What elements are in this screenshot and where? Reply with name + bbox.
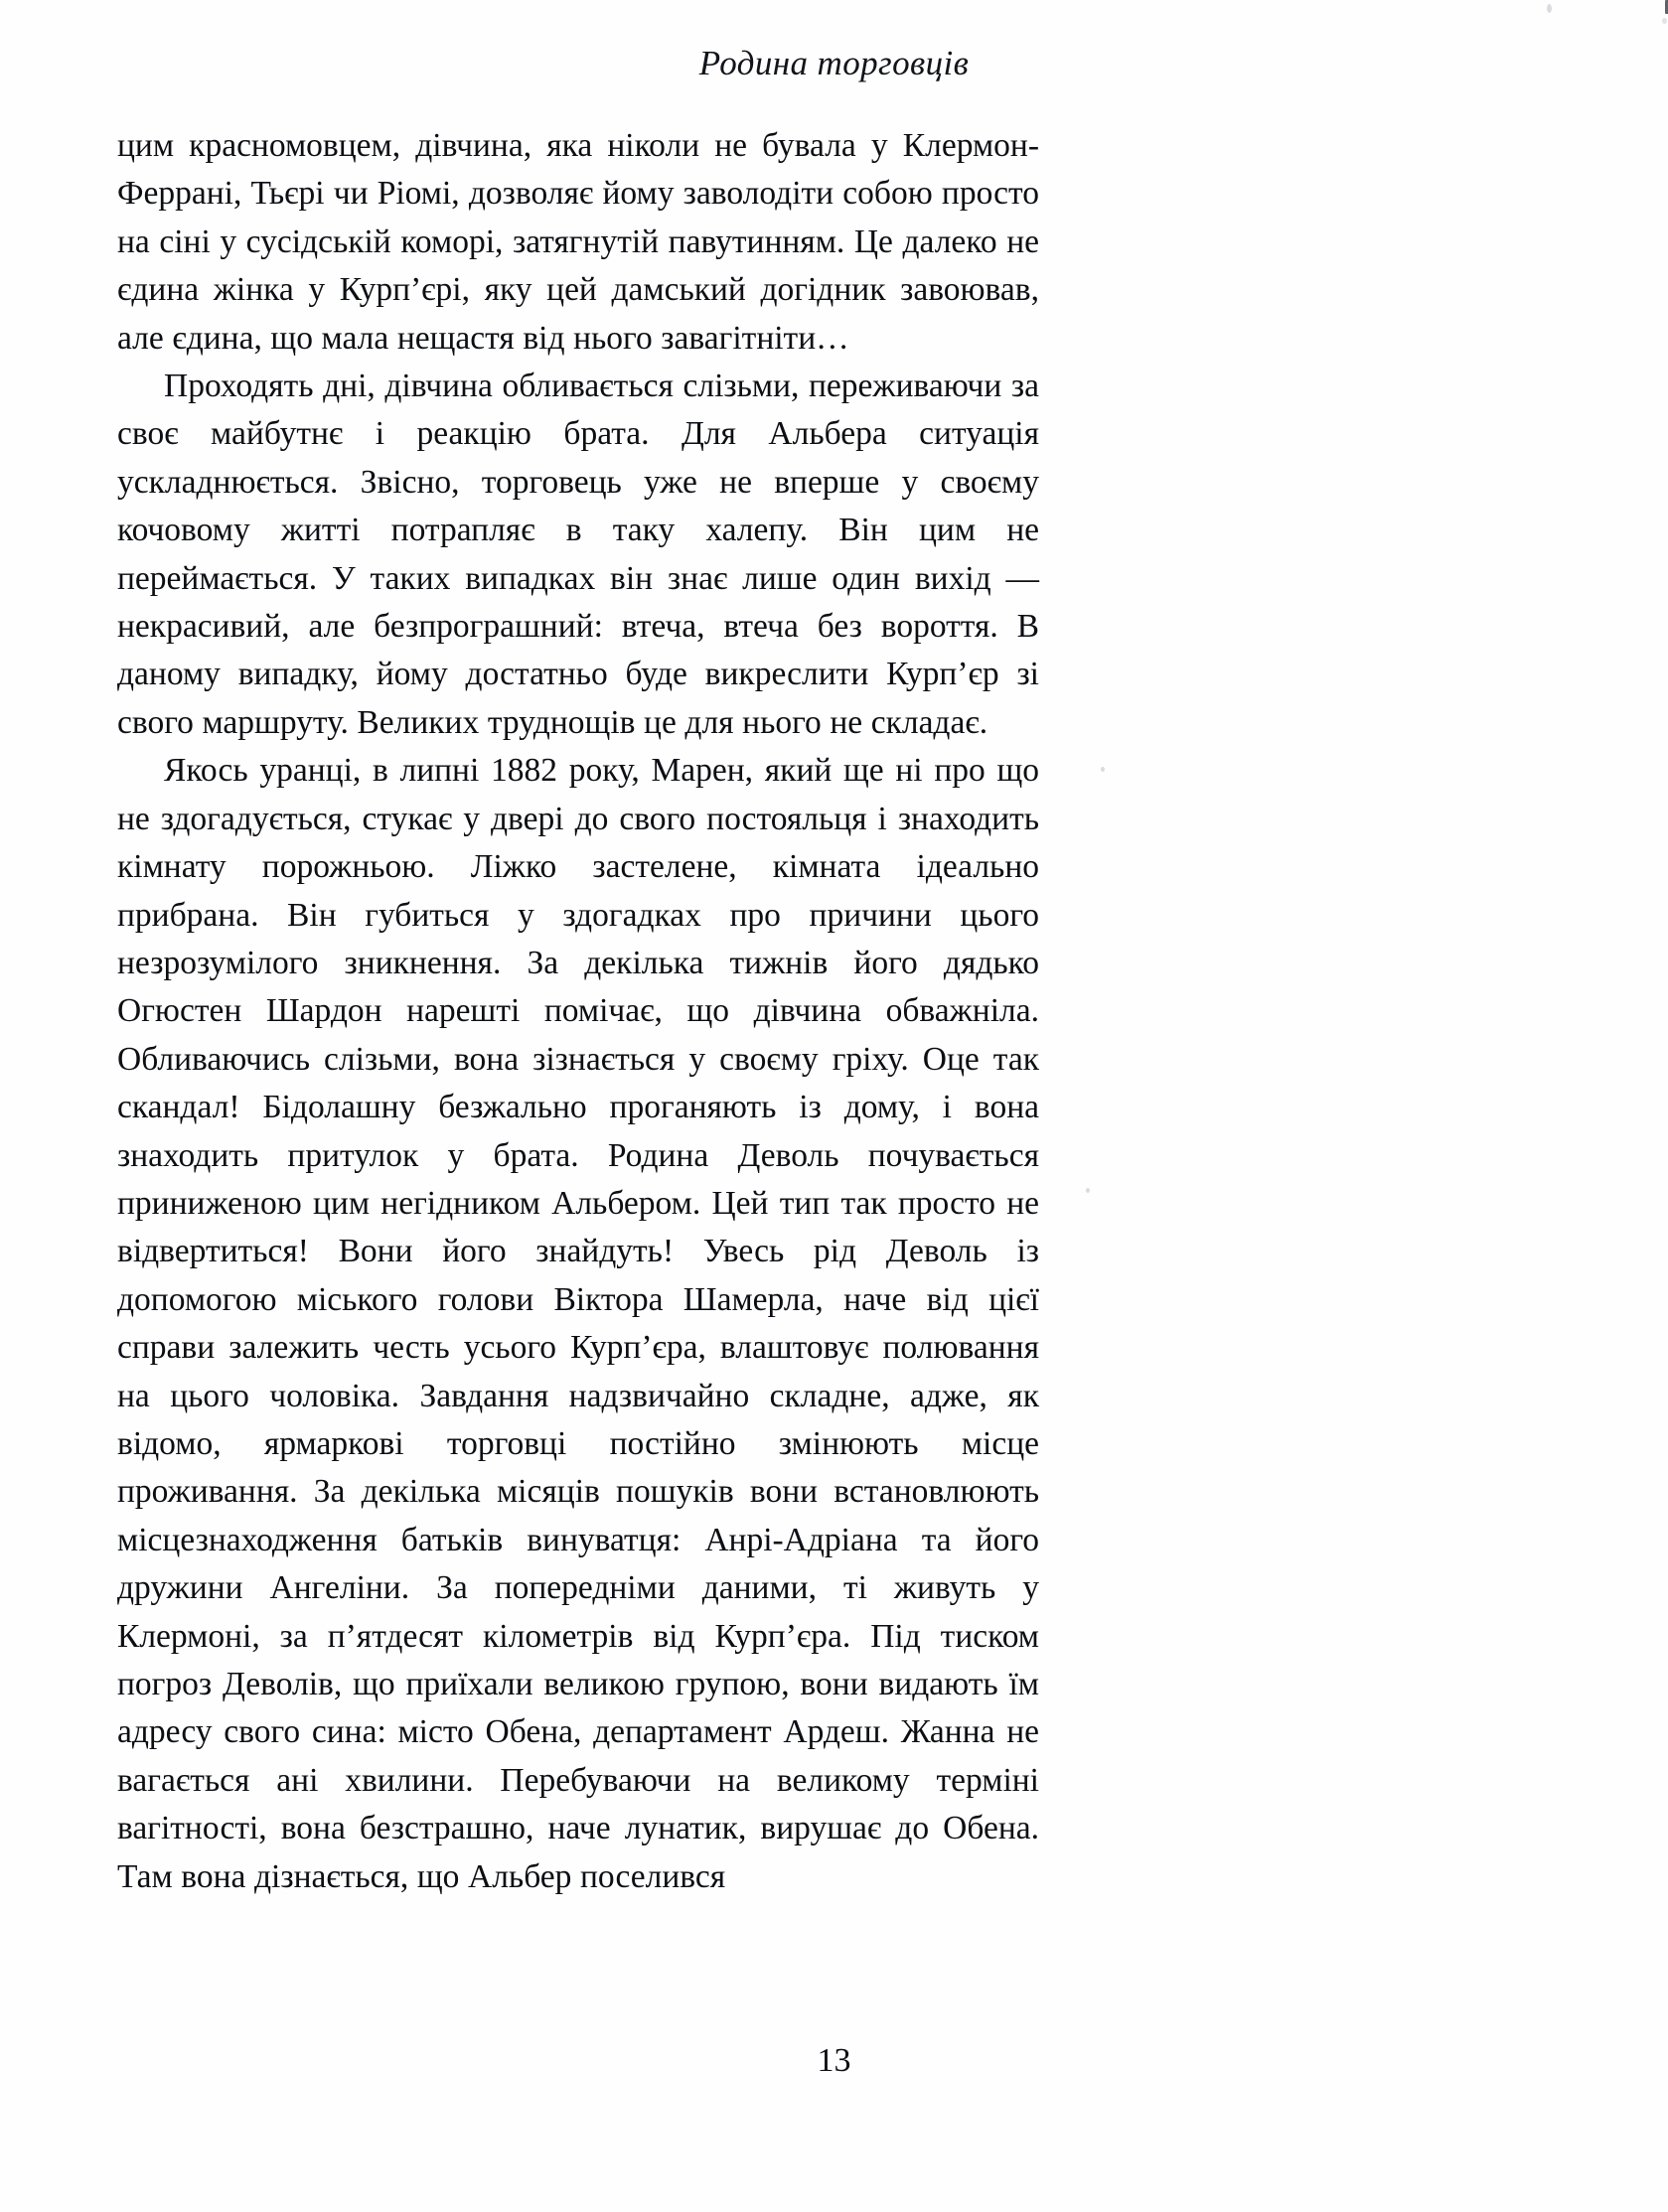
scan-artifact-speck: [1086, 1188, 1090, 1193]
body-paragraph: Проходять дні, дівчина обливається слізьми, переживаючи за своє майбутнє і реакцію брата. Для Альбера ситуація ускладнюється. Звісно, торговець уже не вперше у своєму кочовому житті потрапляє в таку халепу. Він цим не переймається. У таких випадках він знає лише один вихід — некрасивий, але безпрограшний: втеча, втеча без вороття. В даному випадку, йому достатньо буде викреслити Курп’єр зі свого маршруту. Великих труднощів це для нього не складає.: [117, 368, 1039, 741]
scan-artifact-speck: [1547, 4, 1552, 13]
body-paragraph: цим красномовцем, дівчина, яка ніколи не бувала у Клермон-Феррані, Тьєрі чи Ріомі, дозволяє йому заволодіти собою просто на сіні у сусідській коморі, затягнутій павутинням. Це далеко не єдина жінка у Курп’єрі, яку цей дамський догідник завоював, але єдина, що мала нещастя від нього завагітніти…: [117, 127, 1039, 357]
scan-artifact-speck: [1662, 18, 1667, 24]
page-number: 13: [817, 2042, 851, 2079]
scan-artifact-speck: [1101, 767, 1105, 772]
body-text-block: [117, 122, 1039, 1901]
running-head: Родина торговців: [698, 44, 970, 82]
body-paragraph: Якось уранці, в липні 1882 року, Марен, який ще ні про що не здогадується, стукає у двері до свого постояльця і знаходить кімнату порожньою. Ліжко застелене, кімната ідеально прибрана. Він губиться у здогадках про причини цього незрозумілого зникнення. За декілька тижнів його дядько Огюстен Шардон нарешті помічає, що дівчина обважніла. Обливаючись слізьми, вона зізнається у своєму гріху. Оце так скандал! Бідолашну безжально проганяють із дому, і вона знаходить притулок у брата. Родина Деволь почувається приниженою цим негідником Альбером. Цей тип так просто не відвертиться! Вони його знайдуть! Увесь рід Деволь із допомогою міського голови Віктора Шамерла, наче від цієї справи залежить честь усього Курп’єра, влаштовує полювання на цього чоловіка. Завдання надзвичайно складне, адже, як відомо, ярмаркові торговці постійно змінюють місце проживання. За декілька місяців пошуків вони встановлюють місцезнаходження батьків винуватця: Анрі-Адріана та його дружини Ангеліни. За попередніми даними, ті живуть у Клермоні, за п’ятдесят кілометрів від Курп’єра. Під тиском погроз Деволів, що приїхали великою групою, вони видають їм адресу свого сина: місто Обена, департамент Ардеш. Жанна не вагається ані хвилини. Перебуваючи на великому терміні вагітності, вона безстрашно, наче лунатик, вирушає до Обена. Там вона дізнається, що Альбер поселився: [117, 752, 1039, 1895]
